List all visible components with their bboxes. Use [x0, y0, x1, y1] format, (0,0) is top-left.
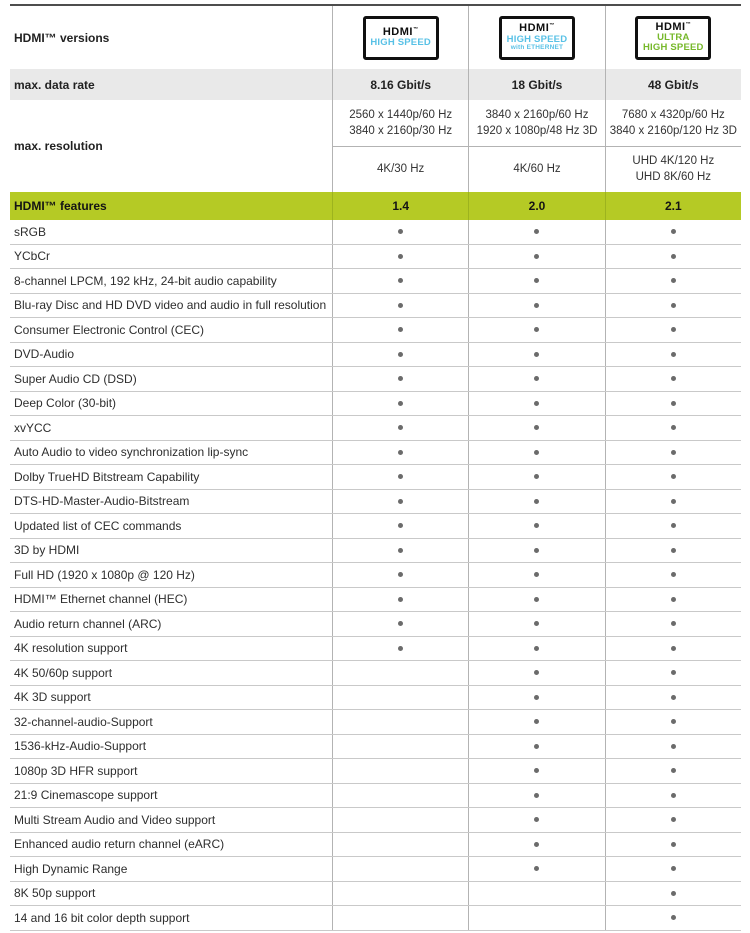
feature-label: sRGB	[14, 224, 47, 239]
feature-cell-hdmi21	[605, 514, 741, 538]
feature-row	[10, 563, 741, 588]
version-number-hdmi14: 1.4	[332, 192, 468, 220]
support-dot	[671, 425, 676, 430]
feature-label: Consumer Electronic Control (CEC)	[14, 322, 205, 337]
versions-label: HDMI™ versions	[14, 30, 110, 45]
feature-label: Full HD (1920 x 1080p @ 120 Hz)	[14, 567, 195, 582]
feature-row	[10, 686, 741, 711]
resolution-hdmi21: 7680 x 4320p/60 Hz 3840 x 2160p/120 Hz 3D	[605, 100, 741, 146]
support-dot	[671, 450, 676, 455]
feature-label: 8K 50p support	[14, 886, 96, 901]
feature-cell-hdmi20	[468, 833, 604, 857]
features-header-row	[10, 192, 741, 220]
feature-cell-hdmi21	[605, 245, 741, 269]
support-dot	[398, 278, 403, 283]
feature-row	[10, 661, 741, 686]
support-dot	[398, 376, 403, 381]
feature-cell-hdmi20	[468, 563, 604, 587]
support-dot	[534, 450, 539, 455]
feature-cell-hdmi21	[605, 392, 741, 416]
feature-row	[10, 759, 741, 784]
feature-row	[10, 245, 741, 270]
support-dot	[398, 327, 403, 332]
resolution-hdmi20: 3840 x 2160p/60 Hz 1920 x 1080p/48 Hz 3D	[468, 100, 604, 146]
feature-label: 4K 50/60p support	[14, 665, 113, 680]
feature-label: 21:9 Cinemascope support	[14, 788, 158, 803]
versions-cell-hdmi14	[332, 6, 468, 69]
feature-row	[10, 710, 741, 735]
version-number-hdmi20: 2.0	[468, 192, 604, 220]
feature-label: 1080p 3D HFR support	[14, 763, 138, 778]
support-dot	[671, 866, 676, 871]
support-dot	[534, 646, 539, 651]
feature-row	[10, 784, 741, 809]
feature-cell-hdmi21	[605, 294, 741, 318]
support-dot	[534, 719, 539, 724]
feature-row	[10, 367, 741, 392]
support-dot	[671, 303, 676, 308]
feature-row	[10, 269, 741, 294]
support-dot	[398, 572, 403, 577]
feature-cell-hdmi20	[468, 343, 604, 367]
feature-cell-hdmi14	[332, 686, 468, 710]
feature-cell-hdmi14	[332, 906, 468, 930]
feature-cell-hdmi21	[605, 563, 741, 587]
support-dot	[534, 621, 539, 626]
support-dot	[671, 401, 676, 406]
support-dot	[671, 548, 676, 553]
feature-row	[10, 637, 741, 662]
resolution-uhd-hdmi20: 4K/60 Hz	[468, 147, 604, 193]
support-dot	[671, 572, 676, 577]
support-dot	[671, 695, 676, 700]
feature-row	[10, 588, 741, 613]
feature-cell-hdmi21	[605, 735, 741, 759]
feature-cell-hdmi14	[332, 392, 468, 416]
feature-cell-hdmi14	[332, 710, 468, 734]
support-dot	[398, 254, 403, 259]
feature-label: 1536-kHz-Audio-Support	[14, 739, 147, 754]
support-dot	[671, 719, 676, 724]
feature-label: 32-channel-audio-Support	[14, 714, 153, 729]
feature-cell-hdmi20	[468, 367, 604, 391]
resolution-uhd-hdmi14: 4K/30 Hz	[332, 147, 468, 193]
feature-cell-hdmi20	[468, 686, 604, 710]
feature-cell-hdmi20	[468, 808, 604, 832]
feature-cell-hdmi14	[332, 294, 468, 318]
support-dot	[398, 401, 403, 406]
hdmi-logo: HDMI™	[655, 20, 692, 33]
support-dot	[534, 376, 539, 381]
feature-cell-hdmi20	[468, 392, 604, 416]
feature-label: 14 and 16 bit color depth support	[14, 910, 190, 925]
feature-cell-hdmi20	[468, 490, 604, 514]
hdmi-ultra-high-speed-badge	[635, 16, 711, 60]
support-dot	[534, 229, 539, 234]
feature-cell-hdmi20	[468, 245, 604, 269]
support-dot	[671, 744, 676, 749]
support-dot	[671, 352, 676, 357]
resolution-subrow-uhd	[332, 146, 741, 193]
feature-cell-hdmi21	[605, 269, 741, 293]
feature-row	[10, 441, 741, 466]
data-rate-hdmi21: 48 Gbit/s	[605, 69, 741, 100]
feature-cell-hdmi14	[332, 612, 468, 636]
feature-row	[10, 514, 741, 539]
support-dot	[398, 646, 403, 651]
support-dot	[671, 376, 676, 381]
feature-row	[10, 343, 741, 368]
support-dot	[671, 915, 676, 920]
feature-cell-hdmi14	[332, 441, 468, 465]
feature-cell-hdmi20	[468, 465, 604, 489]
feature-label: Audio return channel (ARC)	[14, 616, 162, 631]
resolution-subrow-native	[332, 100, 741, 146]
feature-cell-hdmi14	[332, 343, 468, 367]
feature-row	[10, 392, 741, 417]
support-dot	[534, 499, 539, 504]
resolution-row	[10, 100, 741, 192]
feature-cell-hdmi14	[332, 490, 468, 514]
feature-cell-hdmi21	[605, 367, 741, 391]
support-dot	[534, 744, 539, 749]
feature-row	[10, 906, 741, 931]
support-dot	[534, 523, 539, 528]
feature-label: 8-channel LPCM, 192 kHz, 24-bit audio capability	[14, 273, 277, 288]
feature-cell-hdmi21	[605, 612, 741, 636]
feature-label: 4K resolution support	[14, 641, 128, 656]
feature-cell-hdmi20	[468, 539, 604, 563]
resolution-uhd-hdmi21: UHD 4K/120 Hz UHD 8K/60 Hz	[605, 147, 741, 193]
feature-cell-hdmi20	[468, 269, 604, 293]
feature-cell-hdmi14	[332, 588, 468, 612]
feature-row	[10, 220, 741, 245]
feature-cell-hdmi21	[605, 784, 741, 808]
feature-label: Deep Color (30-bit)	[14, 396, 117, 411]
features-header-label: HDMI™ features	[14, 199, 107, 213]
feature-cell-hdmi20	[468, 661, 604, 685]
feature-cell-hdmi14	[332, 245, 468, 269]
feature-label: Enhanced audio return channel (eARC)	[14, 837, 225, 852]
support-dot	[398, 450, 403, 455]
support-dot	[534, 278, 539, 283]
feature-cell-hdmi21	[605, 857, 741, 881]
feature-cell-hdmi21	[605, 661, 741, 685]
feature-row	[10, 539, 741, 564]
feature-cell-hdmi20	[468, 906, 604, 930]
version-number-hdmi21: 2.1	[605, 192, 741, 220]
feature-cell-hdmi21	[605, 343, 741, 367]
support-dot	[534, 303, 539, 308]
support-dot	[398, 548, 403, 553]
support-dot	[398, 425, 403, 430]
badge-line: HIGH SPEED	[370, 37, 431, 49]
resolution-label: max. resolution	[14, 139, 103, 153]
feature-cell-hdmi21	[605, 759, 741, 783]
support-dot	[534, 695, 539, 700]
resolution-values	[332, 100, 741, 192]
data-rate-row	[10, 69, 741, 100]
feature-row	[10, 882, 741, 907]
support-dot	[534, 401, 539, 406]
support-dot	[671, 793, 676, 798]
feature-row	[10, 612, 741, 637]
feature-cell-hdmi14	[332, 857, 468, 881]
support-dot	[671, 327, 676, 332]
feature-cell-hdmi14	[332, 784, 468, 808]
feature-cell-hdmi20	[468, 882, 604, 906]
support-dot	[534, 572, 539, 577]
feature-label: DVD-Audio	[14, 347, 75, 362]
feature-cell-hdmi14	[332, 514, 468, 538]
resolution-hdmi14: 2560 x 1440p/60 Hz 3840 x 2160p/30 Hz	[332, 100, 468, 146]
support-dot	[398, 499, 403, 504]
feature-cell-hdmi20	[468, 735, 604, 759]
feature-cell-hdmi20	[468, 612, 604, 636]
feature-label: YCbCr	[14, 249, 51, 264]
feature-cell-hdmi21	[605, 637, 741, 661]
support-dot	[534, 842, 539, 847]
badge-line: ULTRA	[657, 32, 690, 44]
feature-cell-hdmi14	[332, 563, 468, 587]
support-dot	[534, 327, 539, 332]
feature-cell-hdmi20	[468, 318, 604, 342]
feature-row	[10, 318, 741, 343]
feature-cell-hdmi20	[468, 514, 604, 538]
badge-subline: with ETHERNET	[510, 43, 564, 51]
feature-cell-hdmi14	[332, 661, 468, 685]
support-dot	[534, 254, 539, 259]
feature-cell-hdmi20	[468, 416, 604, 440]
versions-cell-hdmi21	[605, 6, 741, 69]
feature-row	[10, 735, 741, 760]
support-dot	[534, 866, 539, 871]
support-dot	[671, 229, 676, 234]
feature-cell-hdmi20	[468, 784, 604, 808]
feature-cell-hdmi14	[332, 539, 468, 563]
data-rate-hdmi14: 8.16 Gbit/s	[332, 69, 468, 100]
feature-cell-hdmi20	[468, 294, 604, 318]
support-dot	[671, 499, 676, 504]
feature-label: Blu-ray Disc and HD DVD video and audio in full resolution	[14, 298, 327, 313]
feature-cell-hdmi14	[332, 808, 468, 832]
feature-label: 3D by HDMI	[14, 543, 80, 558]
feature-label: xvYCC	[14, 420, 52, 435]
feature-cell-hdmi21	[605, 686, 741, 710]
badge-line: HIGH SPEED	[506, 33, 568, 45]
feature-label: Auto Audio to video synchronization lip-sync	[14, 445, 249, 460]
hdmi-high-speed-badge	[363, 16, 439, 60]
badge-line: HIGH SPEED	[643, 42, 704, 54]
feature-cell-hdmi21	[605, 539, 741, 563]
support-dot	[671, 768, 676, 773]
feature-cell-hdmi20	[468, 637, 604, 661]
support-dot	[534, 474, 539, 479]
feature-cell-hdmi20	[468, 220, 604, 244]
feature-cell-hdmi21	[605, 833, 741, 857]
support-dot	[671, 670, 676, 675]
support-dot	[534, 352, 539, 357]
hdmi-logo: HDMI™	[382, 25, 419, 38]
versions-cell-hdmi20	[468, 6, 604, 69]
support-dot	[534, 597, 539, 602]
feature-cell-hdmi20	[468, 857, 604, 881]
support-dot	[534, 768, 539, 773]
support-dot	[398, 621, 403, 626]
hdmi-comparison-table	[10, 4, 741, 931]
support-dot	[671, 254, 676, 259]
feature-cell-hdmi14	[332, 465, 468, 489]
support-dot	[671, 597, 676, 602]
feature-cell-hdmi20	[468, 759, 604, 783]
feature-row	[10, 808, 741, 833]
feature-label: Dolby TrueHD Bitstream Capability	[14, 469, 200, 484]
support-dot	[398, 523, 403, 528]
feature-cell-hdmi14	[332, 833, 468, 857]
support-dot	[671, 646, 676, 651]
feature-cell-hdmi21	[605, 882, 741, 906]
feature-label: DTS-HD-Master-Audio-Bitstream	[14, 494, 190, 509]
support-dot	[534, 670, 539, 675]
feature-cell-hdmi21	[605, 710, 741, 734]
feature-cell-hdmi21	[605, 588, 741, 612]
support-dot	[671, 842, 676, 847]
support-dot	[671, 891, 676, 896]
feature-cell-hdmi14	[332, 367, 468, 391]
feature-cell-hdmi14	[332, 220, 468, 244]
support-dot	[398, 229, 403, 234]
feature-cell-hdmi21	[605, 318, 741, 342]
feature-row	[10, 857, 741, 882]
hdmi-high-speed-ethernet-badge	[499, 16, 575, 60]
feature-cell-hdmi21	[605, 416, 741, 440]
feature-cell-hdmi20	[468, 441, 604, 465]
support-dot	[398, 597, 403, 602]
feature-cell-hdmi21	[605, 465, 741, 489]
support-dot	[534, 548, 539, 553]
feature-row	[10, 416, 741, 441]
feature-cell-hdmi20	[468, 710, 604, 734]
feature-cell-hdmi21	[605, 441, 741, 465]
feature-label: Multi Stream Audio and Video support	[14, 812, 216, 827]
feature-cell-hdmi14	[332, 735, 468, 759]
support-dot	[671, 817, 676, 822]
feature-label: Super Audio CD (DSD)	[14, 371, 137, 386]
support-dot	[534, 425, 539, 430]
support-dot	[671, 621, 676, 626]
feature-cell-hdmi14	[332, 318, 468, 342]
feature-cell-hdmi21	[605, 220, 741, 244]
hdmi-logo: HDMI™	[519, 22, 555, 35]
feature-cell-hdmi20	[468, 588, 604, 612]
support-dot	[671, 523, 676, 528]
feature-cell-hdmi14	[332, 269, 468, 293]
feature-row	[10, 294, 741, 319]
feature-label: 4K 3D support	[14, 690, 91, 705]
data-rate-label: max. data rate	[14, 77, 95, 92]
feature-cell-hdmi14	[332, 637, 468, 661]
feature-label: HDMI™ Ethernet channel (HEC)	[14, 592, 188, 607]
feature-cell-hdmi14	[332, 759, 468, 783]
support-dot	[398, 352, 403, 357]
feature-label: Updated list of CEC commands	[14, 518, 182, 533]
feature-row	[10, 833, 741, 858]
support-dot	[398, 303, 403, 308]
feature-cell-hdmi21	[605, 906, 741, 930]
feature-cell-hdmi14	[332, 416, 468, 440]
support-dot	[671, 474, 676, 479]
versions-row	[10, 6, 741, 69]
feature-cell-hdmi21	[605, 808, 741, 832]
support-dot	[534, 793, 539, 798]
support-dot	[398, 474, 403, 479]
features-body	[10, 220, 741, 931]
feature-row	[10, 490, 741, 515]
support-dot	[534, 817, 539, 822]
feature-cell-hdmi21	[605, 490, 741, 514]
feature-cell-hdmi14	[332, 882, 468, 906]
feature-label: High Dynamic Range	[14, 861, 128, 876]
feature-row	[10, 465, 741, 490]
support-dot	[671, 278, 676, 283]
data-rate-hdmi20: 18 Gbit/s	[468, 69, 604, 100]
